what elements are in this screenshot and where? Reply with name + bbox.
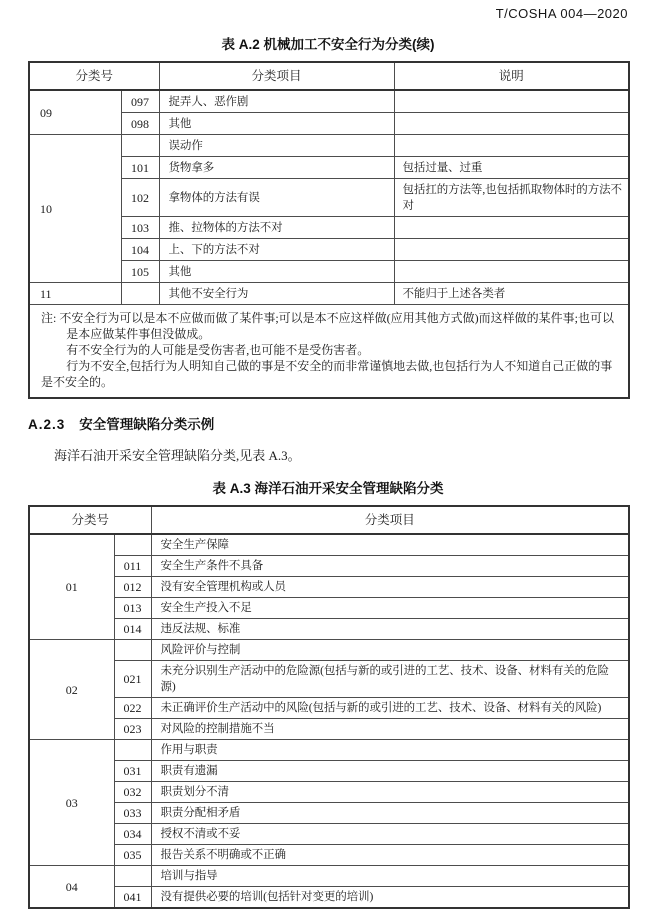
description-cell: 包括扛的方法等,也包括抓取物体时的方法不对 [394, 179, 629, 217]
item-cell: 对风险的控制措施不当 [151, 719, 629, 740]
table-row [29, 577, 629, 598]
table-a2-header-row [29, 62, 629, 90]
table-row [29, 598, 629, 619]
description-cell [394, 217, 629, 239]
description-cell [394, 135, 629, 157]
item-cell: 职责分配相矛盾 [151, 803, 629, 824]
column-header-category-no: 分类号 [29, 506, 151, 534]
table-a3-caption: 表 A.3 海洋石油开采安全管理缺陷分类 [212, 481, 444, 496]
item-cell: 职责划分不清 [151, 782, 629, 803]
table-row [29, 761, 629, 782]
code-cell [114, 866, 151, 887]
item-cell: 上、下的方法不对 [159, 239, 394, 261]
code-cell: 041 [114, 887, 151, 909]
item-cell: 安全生产投入不足 [151, 598, 629, 619]
table-row [29, 740, 629, 761]
table-note-paragraph-1: 注: 不安全行为可以是本不应做而做了某件事;可以是本不应这样做(应用其他方式做)而这样做的某件事;也可以是本应做某件事但没做成。 [41, 311, 614, 341]
item-cell: 职责有遗漏 [151, 761, 629, 782]
table-row [29, 803, 629, 824]
column-header-description: 说明 [394, 62, 629, 90]
item-cell: 违反法规、标准 [151, 619, 629, 640]
description-cell [394, 90, 629, 113]
code-cell: 035 [114, 845, 151, 866]
table-row [29, 661, 629, 698]
description-cell [394, 239, 629, 261]
item-cell: 没有提供必要的培训(包括针对变更的培训) [151, 887, 629, 909]
item-cell: 报告关系不明确或不正确 [151, 845, 629, 866]
description-cell: 不能归于上述各类者 [394, 283, 629, 305]
category-number-cell: 01 [29, 534, 114, 640]
section-heading-title: 安全管理缺陷分类示例 [79, 417, 215, 432]
item-cell: 授权不清或不妥 [151, 824, 629, 845]
code-cell [121, 135, 159, 157]
section-body-paragraph: 海洋石油开采安全管理缺陷分类,见表 A.3。 [54, 448, 301, 463]
table-a2-note-row [29, 305, 629, 399]
item-cell: 没有安全管理机构或人员 [151, 577, 629, 598]
column-header-category-no: 分类号 [29, 62, 159, 90]
code-cell: 031 [114, 761, 151, 782]
table-a2-caption: 表 A.2 机械加工不安全行为分类(续) [221, 37, 435, 52]
code-cell: 014 [114, 619, 151, 640]
item-cell: 培训与指导 [151, 866, 629, 887]
item-cell: 未充分识别生产活动中的危险源(包括与新的或引进的工艺、技术、设备、材料有关的危险源) [151, 661, 629, 698]
table-a3-header-row [29, 506, 629, 534]
table-row [29, 640, 629, 661]
item-cell: 作用与职责 [151, 740, 629, 761]
category-number-cell: 11 [29, 283, 121, 305]
item-cell: 安全生产保障 [151, 534, 629, 556]
section-heading [28, 413, 628, 433]
category-number-cell: 03 [29, 740, 114, 866]
code-cell: 101 [121, 157, 159, 179]
code-cell [114, 640, 151, 661]
code-cell: 012 [114, 577, 151, 598]
table-note [29, 305, 629, 399]
table-row [29, 90, 629, 113]
code-cell: 022 [114, 698, 151, 719]
table-note-paragraph-2: 有不安全行为的人可能是受伤害者,也可能不是受伤害者。 [66, 343, 370, 357]
code-cell: 104 [121, 239, 159, 261]
description-cell [394, 261, 629, 283]
code-cell: 021 [114, 661, 151, 698]
document-code: T/COSHA 004—2020 [495, 6, 628, 21]
code-cell: 098 [121, 113, 159, 135]
item-cell: 推、拉物体的方法不对 [159, 217, 394, 239]
code-cell: 097 [121, 90, 159, 113]
item-cell: 未正确评价生产活动中的风险(包括与新的或引进的工艺、技术、设备、材料有关的风险) [151, 698, 629, 719]
category-number-cell: 10 [29, 135, 121, 283]
table-row [29, 824, 629, 845]
column-header-item: 分类项目 [151, 506, 629, 534]
table-row [29, 719, 629, 740]
category-number-cell: 04 [29, 866, 114, 909]
description-cell: 包括过量、过重 [394, 157, 629, 179]
table-a2 [28, 61, 630, 399]
code-cell: 013 [114, 598, 151, 619]
table-row [29, 782, 629, 803]
table-row [29, 283, 629, 305]
category-number-cell: 09 [29, 90, 121, 135]
code-cell: 011 [114, 556, 151, 577]
table-row [29, 135, 629, 157]
table-row [29, 866, 629, 887]
table-row [29, 698, 629, 719]
code-cell: 023 [114, 719, 151, 740]
item-cell: 拿物体的方法有误 [159, 179, 394, 217]
code-cell: 103 [121, 217, 159, 239]
code-cell: 102 [121, 179, 159, 217]
table-note-paragraph-3: 行为不安全,包括行为人明知自己做的事是不安全的而非常谨慎地去做,也包括行为人不知道自己正做的事是不安全的。 [41, 359, 613, 389]
code-cell [114, 534, 151, 556]
table-row [29, 845, 629, 866]
item-cell: 误动作 [159, 135, 394, 157]
description-cell [394, 113, 629, 135]
item-cell: 捉弄人、恶作剧 [159, 90, 394, 113]
category-number-cell: 02 [29, 640, 114, 740]
code-cell: 105 [121, 261, 159, 283]
code-cell: 033 [114, 803, 151, 824]
item-cell: 其他 [159, 261, 394, 283]
column-header-item: 分类项目 [159, 62, 394, 90]
section-heading-number: A.2.3 [28, 417, 66, 432]
item-cell: 安全生产条件不具备 [151, 556, 629, 577]
item-cell: 其他 [159, 113, 394, 135]
item-cell: 其他不安全行为 [159, 283, 394, 305]
table-row [29, 556, 629, 577]
item-cell: 风险评价与控制 [151, 640, 629, 661]
code-cell: 032 [114, 782, 151, 803]
code-cell: 034 [114, 824, 151, 845]
table-row [29, 619, 629, 640]
code-cell [121, 283, 159, 305]
table-a3 [28, 505, 630, 909]
item-cell: 货物拿多 [159, 157, 394, 179]
code-cell [114, 740, 151, 761]
table-row [29, 534, 629, 556]
